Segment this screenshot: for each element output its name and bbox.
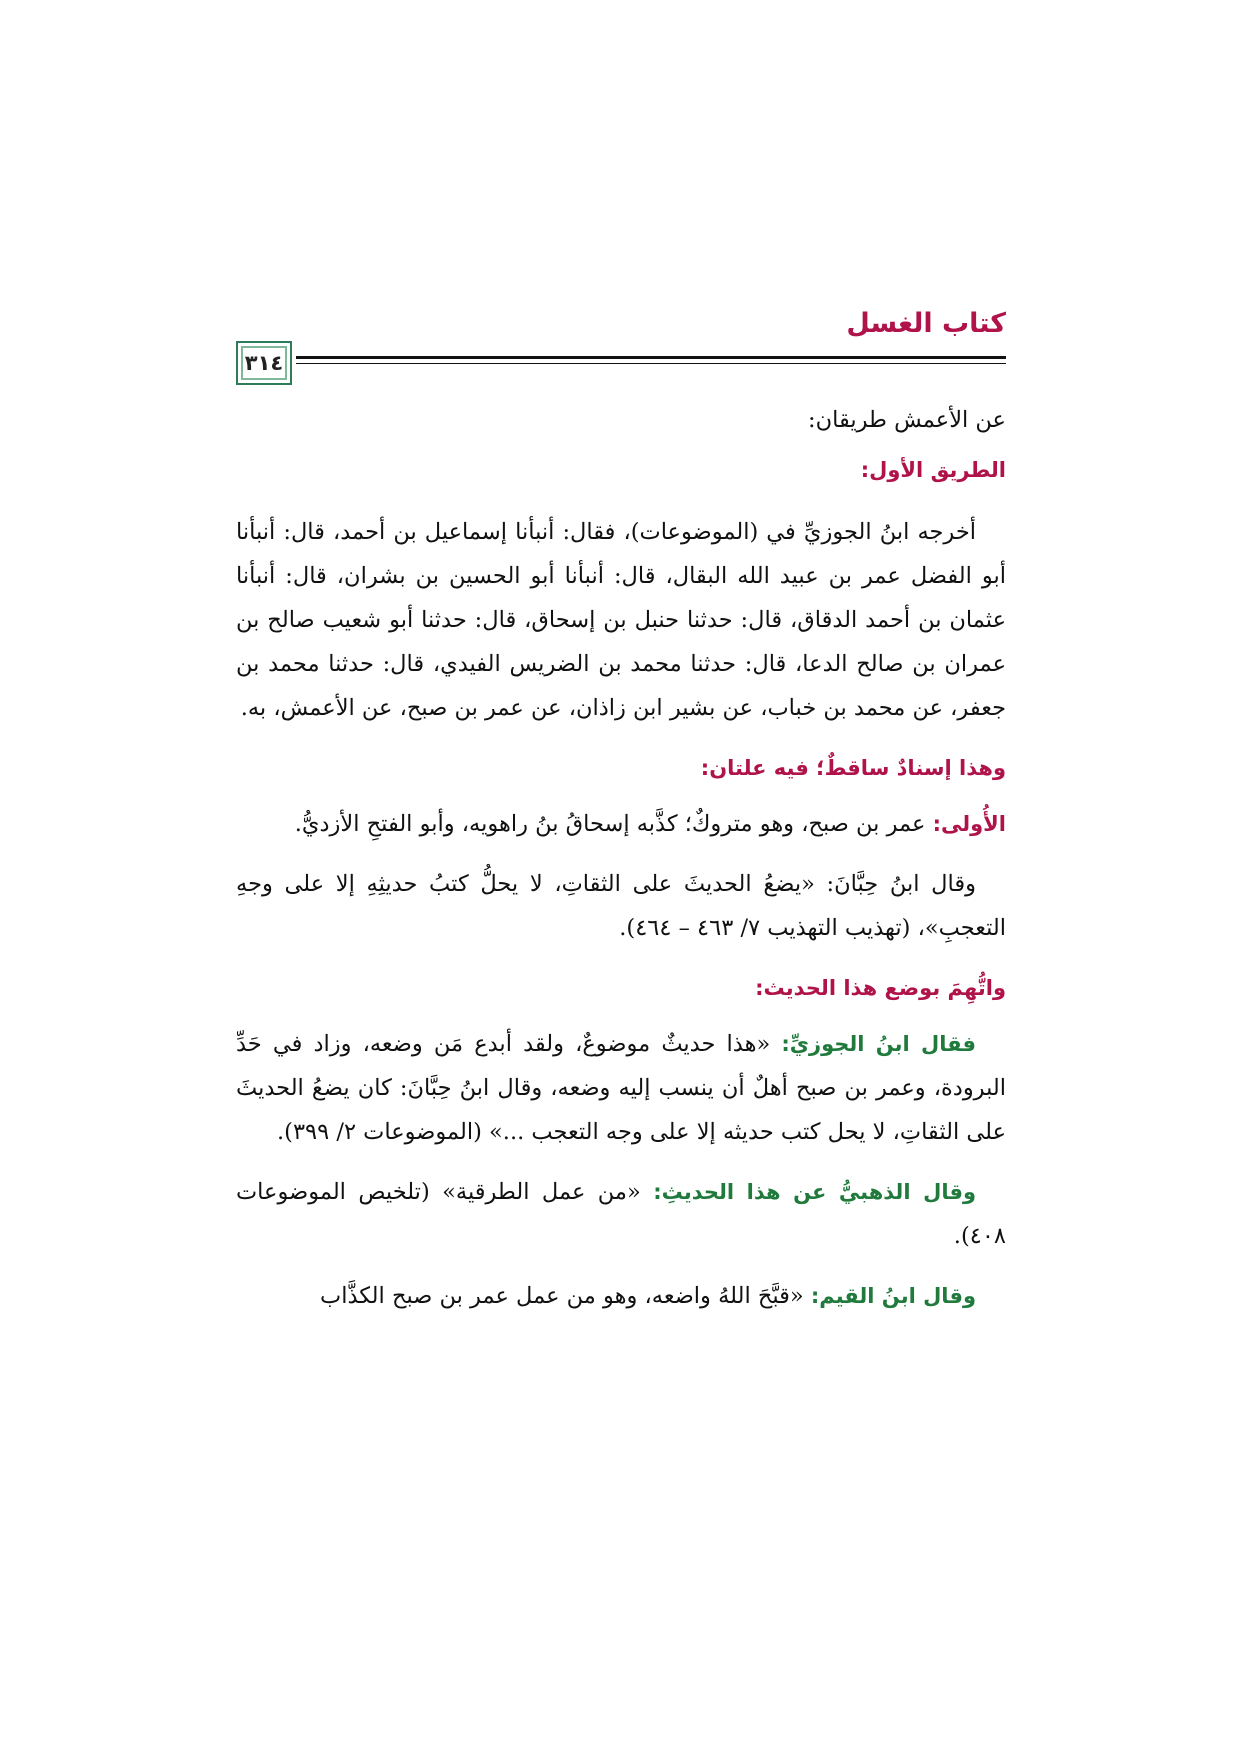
paragraph-ibn-qayyim — [236, 1274, 1006, 1318]
header-rule-thin — [236, 363, 1006, 364]
page-body — [236, 398, 1006, 1334]
ibn-jawzi-text: «هذا حديثٌ موضوعٌ، ولقد أبدع مَن وضعه، وزاد في حَدِّ البرودة، وعمر بن صبح أهلٌ أن ينسب إليه وضعه، وقال ابنُ حِبَّانَ: كان يضعُ الحديثَ على الثقاتِ، لا يحل كتب حديثه إلا على وجه التعجب ...» (الموضوعات ٢/ ٣٩٩). — [236, 1031, 1006, 1145]
ibn-qayyim-label: وقال ابنُ القيم: — [810, 1284, 976, 1308]
first-defect-label: الأُولى: — [932, 812, 1006, 836]
ibn-jawzi-label: فقال ابنُ الجوزيِّ: — [781, 1032, 976, 1056]
paragraph-takhrij: أخرجه ابنُ الجوزيِّ في (الموضوعات)، فقال: أنبأنا إسماعيل بن أحمد، قال: أنبأنا أبو الفضل عمر بن عبيد الله البقال، قال: أنبأنا أبو الحسين بن بشران، قال: أنبأنا عثمان بن أحمد الدقاق، قال: حدثنا حنبل بن إسحاق، قال: حدثنا أبو شعيب صالح بن عمران بن صالح الدعا، قال: حدثنا محمد بن الضريس الفيدي، قال: حدثنا محمد بن جعفر، عن محمد بن خباب، عن بشير ابن زاذان، عن عمر بن صبح، عن الأعمش، به. — [236, 519, 1006, 721]
heading-first-path: الطريق الأول: — [860, 458, 1006, 482]
running-header-title: كتاب الغسل — [846, 308, 1006, 339]
paragraph-first-defect — [236, 802, 1006, 846]
page-number: ٣١٤ — [244, 351, 284, 375]
paragraph-ibn-jawzi — [236, 1022, 1006, 1154]
heading-isnad: وهذا إسنادٌ ساقطٌ؛ فيه علتان: — [700, 756, 1006, 780]
book-page — [236, 0, 1006, 1754]
paragraph-ibn-hibban: وقال ابنُ حِبَّانَ: «يضعُ الحديثَ على الثقاتِ، لا يحلُّ كتبُ حديثِهِ إلا على وجهِ التعجبِ»، (تهذيب التهذيب ٧/ ٤٦٣ – ٤٦٤). — [236, 871, 1006, 941]
paragraph-dhahabi — [236, 1170, 1006, 1258]
page-number-badge — [236, 341, 292, 385]
dhahabi-text: «من عمل الطرقية» (تلخيص الموضوعات ٤٠٨). — [236, 1179, 1006, 1249]
intro-line: عن الأعمش طريقان: — [808, 407, 1006, 433]
first-defect-text: عمر بن صبح، وهو متروكٌ؛ كذَّبه إسحاقُ بنُ راهويه، وأبو الفتحِ الأزديُّ. — [294, 811, 933, 837]
dhahabi-label: وقال الذهبيُّ عن هذا الحديثِ: — [653, 1180, 977, 1204]
header-rule-thick — [236, 356, 1006, 359]
ibn-qayyim-text: «قبَّحَ اللهُ واضعه، وهو من عمل عمر بن صبح الكذَّاب — [320, 1283, 811, 1309]
heading-accused: واتُّهِمَ بوضع هذا الحديث: — [755, 976, 1006, 1000]
